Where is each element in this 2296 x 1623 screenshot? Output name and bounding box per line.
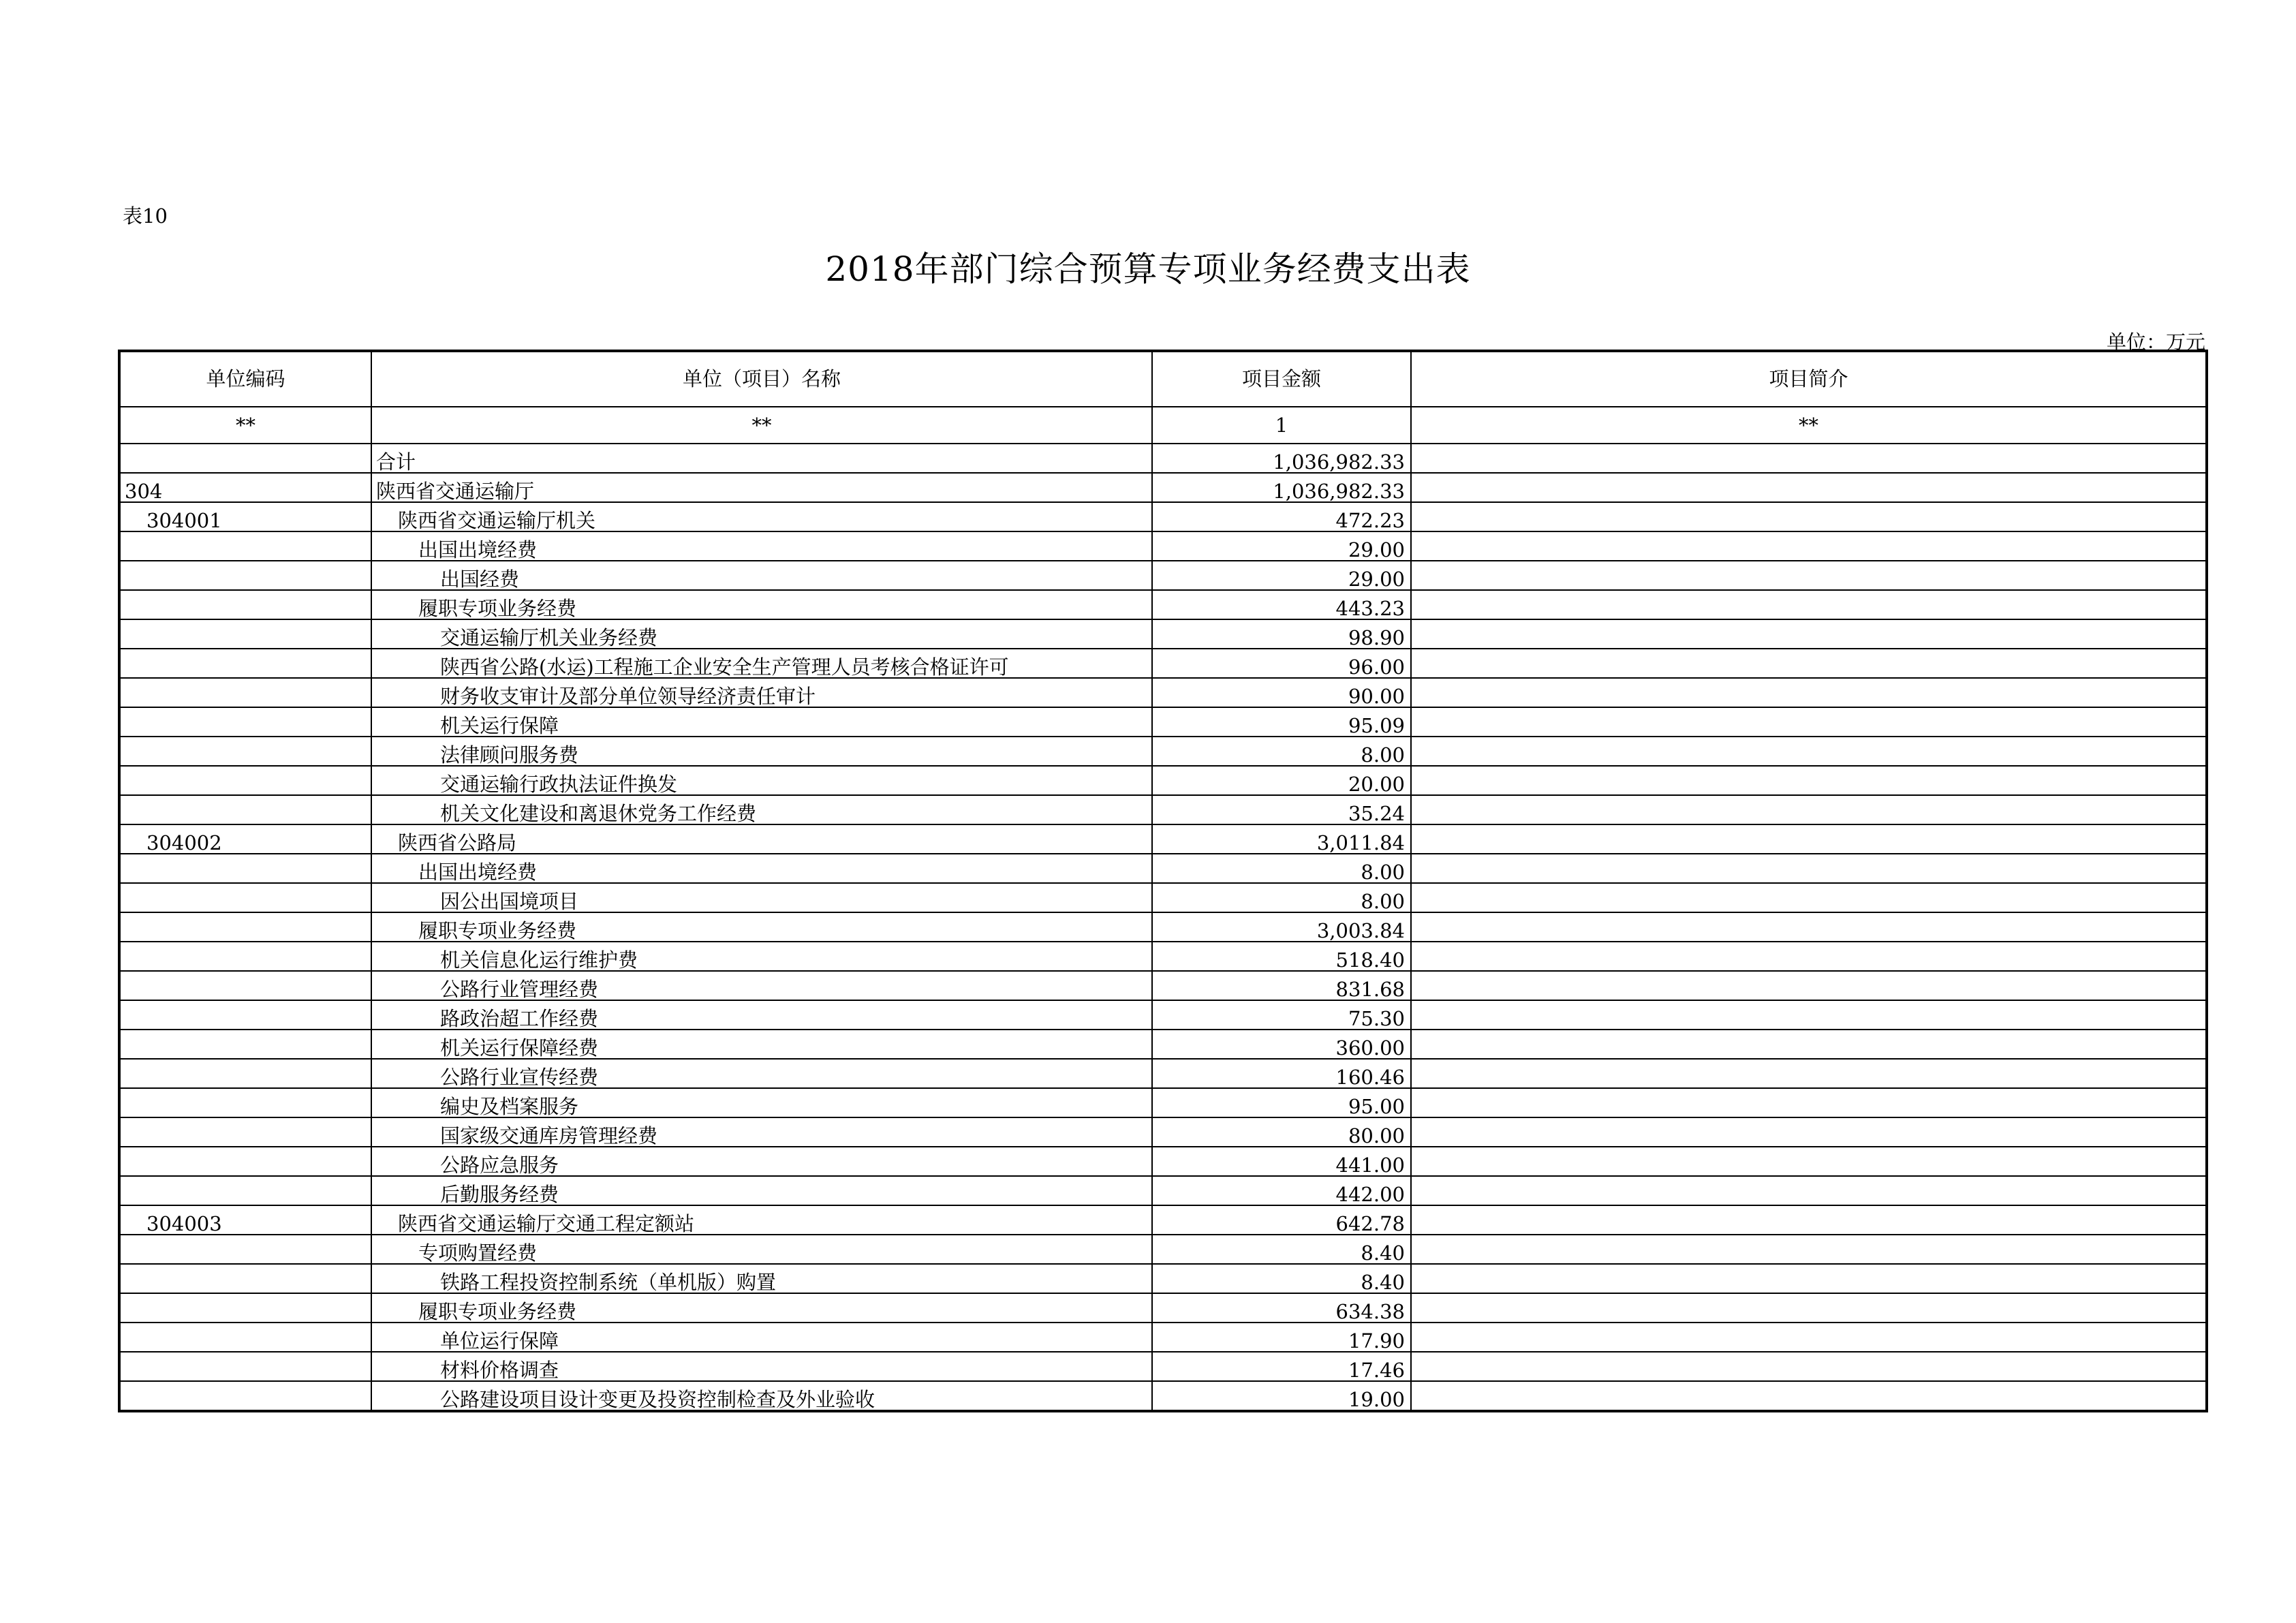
table-row bbox=[119, 1205, 2207, 1235]
amount-cell: 95.00 bbox=[1152, 1088, 1411, 1117]
amount-cell: 95.09 bbox=[1152, 707, 1411, 737]
header-amount: 项目金额 bbox=[1152, 351, 1411, 407]
unit-code-cell bbox=[119, 737, 371, 766]
amount-cell: 75.30 bbox=[1152, 1000, 1411, 1030]
table-row bbox=[119, 1264, 2207, 1293]
table-row bbox=[119, 795, 2207, 824]
item-name-cell: 财务收支审计及部分单位领导经济责任审计 bbox=[371, 678, 1152, 707]
table-row bbox=[119, 971, 2207, 1000]
table-row bbox=[119, 1323, 2207, 1352]
item-name-cell: 出国出境经费 bbox=[371, 531, 1152, 561]
table-row bbox=[119, 737, 2207, 766]
table-row bbox=[119, 502, 2207, 531]
item-name-cell: 履职专项业务经费 bbox=[371, 912, 1152, 942]
unit-code-cell bbox=[119, 942, 371, 971]
unit-code-cell bbox=[119, 707, 371, 737]
description-cell bbox=[1411, 912, 2207, 942]
amount-cell: 29.00 bbox=[1152, 561, 1411, 590]
amount-cell: 1,036,982.33 bbox=[1152, 473, 1411, 502]
unit-code-cell bbox=[119, 1088, 371, 1117]
unit-code-cell: 304003 bbox=[119, 1205, 371, 1235]
amount-cell: 1,036,982.33 bbox=[1152, 444, 1411, 473]
unit-code-cell: 304001 bbox=[119, 502, 371, 531]
description-cell bbox=[1411, 1117, 2207, 1147]
description-cell bbox=[1411, 1059, 2207, 1088]
item-name-cell: 铁路工程投资控制系统（单机版）购置 bbox=[371, 1264, 1152, 1293]
table-row bbox=[119, 1147, 2207, 1176]
table-row bbox=[119, 1381, 2207, 1411]
item-name-cell: 履职专项业务经费 bbox=[371, 1293, 1152, 1323]
description-cell bbox=[1411, 854, 2207, 883]
table-row bbox=[119, 1293, 2207, 1323]
description-cell bbox=[1411, 1088, 2207, 1117]
table-row bbox=[119, 590, 2207, 619]
unit-code-cell bbox=[119, 649, 371, 678]
amount-cell: 634.38 bbox=[1152, 1293, 1411, 1323]
item-name-cell: 陕西省公路局 bbox=[371, 824, 1152, 854]
description-cell bbox=[1411, 971, 2207, 1000]
header-row bbox=[119, 351, 2207, 407]
item-name-cell: 履职专项业务经费 bbox=[371, 590, 1152, 619]
header-description: 项目简介 bbox=[1411, 351, 2207, 407]
unit-code-cell: 304002 bbox=[119, 824, 371, 854]
budget-table-body bbox=[119, 351, 2207, 1411]
unit-code-cell bbox=[119, 1176, 371, 1205]
amount-cell: 35.24 bbox=[1152, 795, 1411, 824]
amount-cell: 642.78 bbox=[1152, 1205, 1411, 1235]
item-name-cell: 法律顾问服务费 bbox=[371, 737, 1152, 766]
amount-cell: 90.00 bbox=[1152, 678, 1411, 707]
description-cell bbox=[1411, 824, 2207, 854]
table-row bbox=[119, 1117, 2207, 1147]
unit-code-cell bbox=[119, 795, 371, 824]
description-cell bbox=[1411, 1030, 2207, 1059]
amount-cell: 8.40 bbox=[1152, 1264, 1411, 1293]
item-name-cell: 陕西省交通运输厅机关 bbox=[371, 502, 1152, 531]
amount-cell: 442.00 bbox=[1152, 1176, 1411, 1205]
unit-code-cell bbox=[119, 531, 371, 561]
unit-code-cell bbox=[119, 971, 371, 1000]
description-cell bbox=[1411, 1381, 2207, 1411]
description-cell bbox=[1411, 444, 2207, 473]
description-cell bbox=[1411, 1000, 2207, 1030]
amount-cell: 20.00 bbox=[1152, 766, 1411, 795]
amount-cell: 831.68 bbox=[1152, 971, 1411, 1000]
description-cell bbox=[1411, 531, 2207, 561]
table-row bbox=[119, 766, 2207, 795]
table-row bbox=[119, 531, 2207, 561]
description-cell bbox=[1411, 473, 2207, 502]
subheader-code: ** bbox=[119, 407, 371, 444]
unit-code-cell bbox=[119, 1352, 371, 1381]
description-cell bbox=[1411, 649, 2207, 678]
subheader-description: ** bbox=[1411, 407, 2207, 444]
amount-cell: 472.23 bbox=[1152, 502, 1411, 531]
description-cell bbox=[1411, 1176, 2207, 1205]
unit-code-cell bbox=[119, 1030, 371, 1059]
item-name-cell: 国家级交通库房管理经费 bbox=[371, 1117, 1152, 1147]
table-row bbox=[119, 707, 2207, 737]
table-row bbox=[119, 883, 2207, 912]
description-cell bbox=[1411, 1147, 2207, 1176]
description-cell bbox=[1411, 766, 2207, 795]
description-cell bbox=[1411, 502, 2207, 531]
item-name-cell: 出国出境经费 bbox=[371, 854, 1152, 883]
item-name-cell: 编史及档案服务 bbox=[371, 1088, 1152, 1117]
unit-code-cell bbox=[119, 590, 371, 619]
unit-code-cell: 304 bbox=[119, 473, 371, 502]
description-cell bbox=[1411, 1293, 2207, 1323]
description-cell bbox=[1411, 942, 2207, 971]
subheader-name: ** bbox=[371, 407, 1152, 444]
amount-cell: 160.46 bbox=[1152, 1059, 1411, 1088]
item-name-cell: 公路行业宣传经费 bbox=[371, 1059, 1152, 1088]
amount-cell: 17.46 bbox=[1152, 1352, 1411, 1381]
unit-code-cell bbox=[119, 619, 371, 649]
budget-table bbox=[118, 350, 2208, 1412]
amount-cell: 441.00 bbox=[1152, 1147, 1411, 1176]
table-row bbox=[119, 912, 2207, 942]
description-cell bbox=[1411, 619, 2207, 649]
description-cell bbox=[1411, 737, 2207, 766]
amount-cell: 80.00 bbox=[1152, 1117, 1411, 1147]
unit-code-cell bbox=[119, 1147, 371, 1176]
table-row bbox=[119, 619, 2207, 649]
table-row bbox=[119, 649, 2207, 678]
table-row bbox=[119, 1059, 2207, 1088]
unit-code-cell bbox=[119, 561, 371, 590]
item-name-cell: 合计 bbox=[371, 444, 1152, 473]
header-code: 单位编码 bbox=[119, 351, 371, 407]
item-name-cell: 机关信息化运行维护费 bbox=[371, 942, 1152, 971]
amount-cell: 98.90 bbox=[1152, 619, 1411, 649]
unit-code-cell bbox=[119, 1117, 371, 1147]
table-row bbox=[119, 942, 2207, 971]
table-row bbox=[119, 473, 2207, 502]
page-title: 2018年部门综合预算专项业务经费支出表 bbox=[825, 249, 1471, 289]
description-cell bbox=[1411, 1205, 2207, 1235]
item-name-cell: 路政治超工作经费 bbox=[371, 1000, 1152, 1030]
table-row bbox=[119, 678, 2207, 707]
unit-code-cell bbox=[119, 912, 371, 942]
table-row bbox=[119, 444, 2207, 473]
unit-code-cell bbox=[119, 854, 371, 883]
item-name-cell: 公路建设项目设计变更及投资控制检查及外业验收 bbox=[371, 1381, 1152, 1411]
item-name-cell: 机关运行保障经费 bbox=[371, 1030, 1152, 1059]
item-name-cell: 机关运行保障 bbox=[371, 707, 1152, 737]
amount-cell: 360.00 bbox=[1152, 1030, 1411, 1059]
table-row bbox=[119, 1088, 2207, 1117]
amount-cell: 29.00 bbox=[1152, 531, 1411, 561]
unit-code-cell bbox=[119, 1264, 371, 1293]
amount-cell: 518.40 bbox=[1152, 942, 1411, 971]
header-name: 单位（项目）名称 bbox=[371, 351, 1152, 407]
table-row bbox=[119, 1235, 2207, 1264]
amount-cell: 96.00 bbox=[1152, 649, 1411, 678]
subheader-row bbox=[119, 407, 2207, 444]
item-name-cell: 陕西省交通运输厅交通工程定额站 bbox=[371, 1205, 1152, 1235]
description-cell bbox=[1411, 883, 2207, 912]
item-name-cell: 后勤服务经费 bbox=[371, 1176, 1152, 1205]
table-row bbox=[119, 854, 2207, 883]
description-cell bbox=[1411, 678, 2207, 707]
amount-cell: 443.23 bbox=[1152, 590, 1411, 619]
description-cell bbox=[1411, 1323, 2207, 1352]
unit-code-cell bbox=[119, 1293, 371, 1323]
amount-cell: 8.00 bbox=[1152, 854, 1411, 883]
unit-code-cell bbox=[119, 766, 371, 795]
table-row bbox=[119, 824, 2207, 854]
unit-code-cell bbox=[119, 883, 371, 912]
description-cell bbox=[1411, 707, 2207, 737]
item-name-cell: 专项购置经费 bbox=[371, 1235, 1152, 1264]
subheader-amount: 1 bbox=[1152, 407, 1411, 444]
item-name-cell: 单位运行保障 bbox=[371, 1323, 1152, 1352]
item-name-cell: 交通运输行政执法证件换发 bbox=[371, 766, 1152, 795]
item-name-cell: 材料价格调查 bbox=[371, 1352, 1152, 1381]
table-row bbox=[119, 561, 2207, 590]
unit-code-cell bbox=[119, 444, 371, 473]
unit-code-cell bbox=[119, 1235, 371, 1264]
unit-code-cell bbox=[119, 678, 371, 707]
description-cell bbox=[1411, 561, 2207, 590]
amount-cell: 19.00 bbox=[1152, 1381, 1411, 1411]
item-name-cell: 机关文化建设和离退休党务工作经费 bbox=[371, 795, 1152, 824]
unit-code-cell bbox=[119, 1323, 371, 1352]
item-name-cell: 陕西省公路(水运)工程施工企业安全生产管理人员考核合格证许可 bbox=[371, 649, 1152, 678]
item-name-cell: 因公出国境项目 bbox=[371, 883, 1152, 912]
amount-cell: 17.90 bbox=[1152, 1323, 1411, 1352]
table-number: 表10 bbox=[123, 204, 168, 228]
description-cell bbox=[1411, 1235, 2207, 1264]
unit-code-cell bbox=[119, 1059, 371, 1088]
unit-code-cell bbox=[119, 1000, 371, 1030]
amount-cell: 3,011.84 bbox=[1152, 824, 1411, 854]
table-row bbox=[119, 1030, 2207, 1059]
amount-cell: 8.40 bbox=[1152, 1235, 1411, 1264]
item-name-cell: 陕西省交通运输厅 bbox=[371, 473, 1152, 502]
description-cell bbox=[1411, 795, 2207, 824]
table-row bbox=[119, 1000, 2207, 1030]
description-cell bbox=[1411, 1352, 2207, 1381]
item-name-cell: 公路应急服务 bbox=[371, 1147, 1152, 1176]
description-cell bbox=[1411, 590, 2207, 619]
item-name-cell: 交通运输厅机关业务经费 bbox=[371, 619, 1152, 649]
amount-cell: 3,003.84 bbox=[1152, 912, 1411, 942]
description-cell bbox=[1411, 1264, 2207, 1293]
item-name-cell: 公路行业管理经费 bbox=[371, 971, 1152, 1000]
table-row bbox=[119, 1176, 2207, 1205]
item-name-cell: 出国经费 bbox=[371, 561, 1152, 590]
unit-label: 单位：万元 bbox=[2106, 330, 2205, 354]
amount-cell: 8.00 bbox=[1152, 883, 1411, 912]
table-row bbox=[119, 1352, 2207, 1381]
unit-code-cell bbox=[119, 1381, 371, 1411]
amount-cell: 8.00 bbox=[1152, 737, 1411, 766]
